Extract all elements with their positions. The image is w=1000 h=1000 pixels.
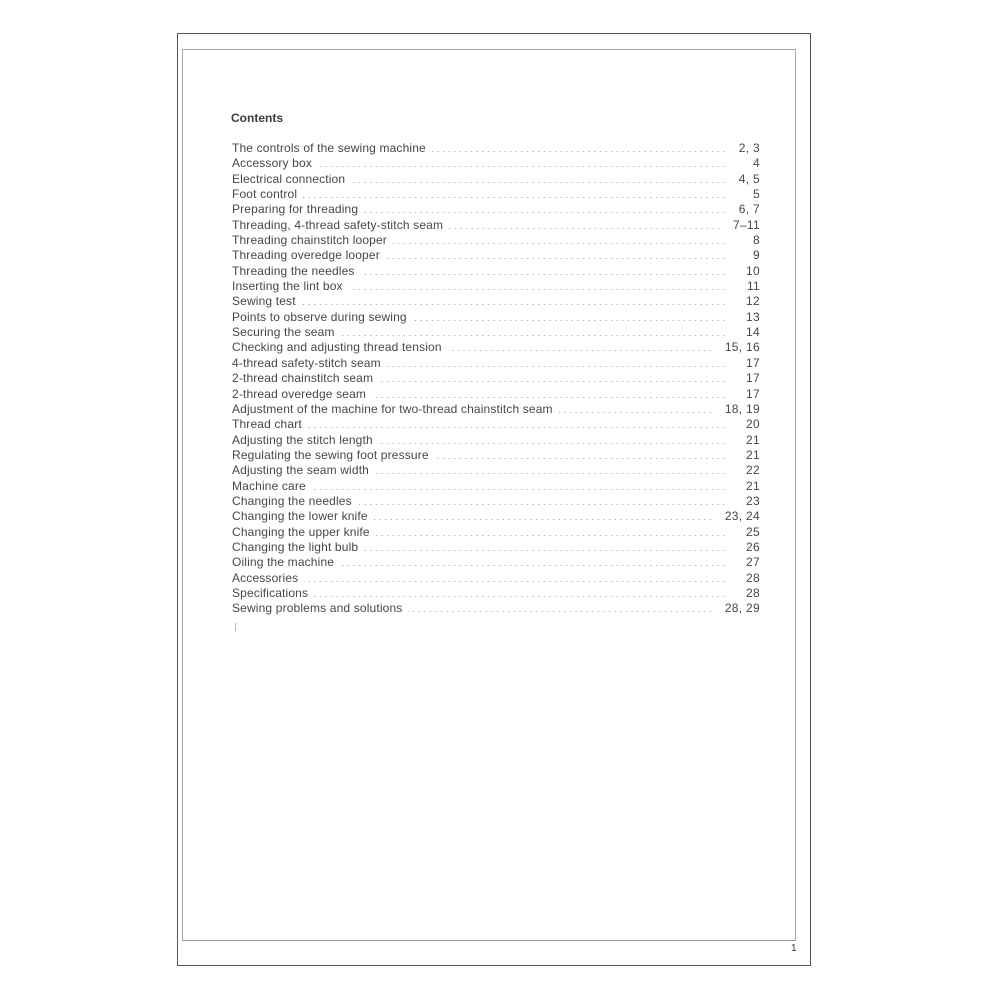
toc-entry	[232, 479, 760, 494]
toc-entry	[232, 187, 760, 202]
dot-leader	[312, 480, 728, 495]
dot-leader	[393, 234, 728, 249]
toc-entry	[232, 371, 760, 386]
dot-leader	[349, 280, 728, 295]
toc-entry	[232, 525, 760, 540]
toc-entry-label: Regulating the sewing foot pressure	[232, 447, 429, 462]
toc-entry-label: Specifications	[232, 585, 309, 600]
toc-entry-label: Changing the needles	[232, 493, 352, 508]
dot-leader	[386, 249, 728, 264]
toc-entry-label: Accessories	[232, 570, 299, 585]
toc-entry-label: Threading the needles	[232, 263, 355, 278]
toc-entry-page: 5	[753, 187, 760, 202]
toc-entry-label: Foot control	[232, 187, 298, 202]
toc-entry	[232, 571, 760, 586]
toc-entry	[232, 156, 760, 171]
toc-entry	[232, 433, 760, 448]
dot-leader	[364, 541, 728, 556]
toc-entry	[232, 248, 760, 263]
table-of-contents	[232, 141, 760, 617]
toc-entry-page: 21	[746, 432, 760, 447]
toc-entry	[232, 463, 760, 478]
dot-leader	[361, 265, 728, 280]
dot-leader	[387, 357, 728, 372]
contents-title: Contents	[231, 111, 283, 125]
toc-entry-page: 17	[746, 371, 760, 386]
toc-entry-label: Preparing for threading	[232, 202, 359, 217]
toc-entry	[232, 601, 760, 616]
toc-entry-label: 2-thread overedge seam	[232, 386, 367, 401]
toc-entry	[232, 141, 760, 156]
toc-entry-label: Thread chart	[232, 417, 302, 432]
dot-leader	[375, 464, 728, 479]
dot-leader	[340, 556, 728, 571]
toc-entry-page: 9	[753, 248, 760, 263]
toc-entry	[232, 387, 760, 402]
toc-entry-label: Inserting the lint box	[232, 279, 343, 294]
toc-entry-label: Points to observe during sewing	[232, 309, 407, 324]
toc-entry-label: 2-thread chainstitch seam	[232, 371, 374, 386]
toc-entry-label: Oiling the machine	[232, 555, 335, 570]
toc-entry-label: Machine care	[232, 478, 306, 493]
toc-entry-page: 13	[746, 309, 760, 324]
toc-entry-page: 26	[746, 539, 760, 554]
dot-leader	[379, 372, 728, 387]
toc-entry-page: 2, 3	[738, 141, 760, 155]
toc-entry	[232, 325, 760, 340]
toc-entry-label: Threading, 4-thread safety-stitch seam	[232, 217, 444, 232]
toc-entry-page: 25	[746, 524, 760, 539]
toc-entry-label: Changing the lower knife	[232, 509, 368, 524]
toc-entry	[232, 356, 760, 371]
dot-leader	[432, 142, 728, 157]
toc-entry	[232, 172, 760, 187]
toc-entry-page: 12	[746, 294, 760, 309]
dot-leader	[303, 188, 728, 203]
toc-entry	[232, 340, 760, 355]
toc-entry	[232, 402, 760, 417]
dot-leader	[302, 295, 728, 310]
manual-page	[177, 33, 811, 966]
dot-leader	[358, 495, 728, 510]
toc-entry-page: 20	[746, 417, 760, 432]
toc-entry-page: 15, 16	[724, 340, 760, 355]
dot-leader	[379, 434, 728, 449]
toc-entry	[232, 264, 760, 279]
toc-entry-page: 22	[746, 463, 760, 478]
toc-entry-label: 4-thread safety-stitch seam	[232, 355, 381, 370]
toc-entry-page: 28	[746, 570, 760, 585]
toc-entry-label: Changing the upper knife	[232, 524, 370, 539]
toc-entry-page: 14	[746, 325, 760, 340]
toc-entry-page: 4, 5	[738, 171, 760, 186]
toc-entry-page: 10	[746, 263, 760, 278]
toc-entry-page: 21	[746, 447, 760, 462]
toc-entry	[232, 218, 760, 233]
dot-leader	[341, 326, 728, 341]
toc-entry-label: Sewing problems and solutions	[232, 601, 403, 616]
toc-entry-label: Checking and adjusting thread tension	[232, 340, 442, 355]
toc-entry	[232, 540, 760, 555]
toc-entry-label: The controls of the sewing machine	[232, 141, 426, 155]
toc-entry-page: 4	[753, 156, 760, 171]
toc-entry	[232, 310, 760, 325]
dot-leader	[318, 157, 728, 172]
page-number: 1	[791, 943, 797, 954]
dot-leader	[372, 388, 728, 403]
toc-entry-label: Threading overedge looper	[232, 248, 380, 263]
toc-entry-label: Threading chainstitch looper	[232, 233, 387, 248]
toc-entry-page: 27	[746, 555, 760, 570]
toc-entry-label: Securing the seam	[232, 325, 335, 340]
toc-entry-page: 23	[746, 493, 760, 508]
toc-entry-page: 28	[746, 585, 760, 600]
toc-entry	[232, 294, 760, 309]
dot-leader	[351, 173, 728, 188]
toc-entry-page: 21	[746, 478, 760, 493]
dot-leader	[448, 341, 715, 356]
toc-entry	[232, 494, 760, 509]
toc-entry	[232, 448, 760, 463]
toc-entry-page: 7–11	[732, 217, 760, 232]
toc-entry-page: 17	[746, 355, 760, 370]
toc-entry-label: Accessory box	[232, 156, 312, 171]
toc-entry-page: 6, 7	[738, 202, 760, 217]
toc-entry	[232, 233, 760, 248]
dot-leader	[376, 526, 728, 541]
dot-leader	[374, 510, 715, 525]
dot-leader	[449, 219, 723, 234]
page-frame	[182, 49, 796, 941]
dot-leader	[304, 572, 728, 587]
dot-leader	[314, 587, 728, 602]
dot-leader	[435, 449, 728, 464]
dot-leader	[308, 418, 728, 433]
toc-entry-page: 8	[753, 233, 760, 248]
toc-entry-page: 11	[746, 279, 760, 294]
toc-entry	[232, 555, 760, 570]
toc-entry-label: Changing the light bulb	[232, 539, 359, 554]
toc-entry-page: 23, 24	[724, 509, 760, 524]
toc-entry	[232, 586, 760, 601]
dot-leader	[559, 403, 715, 418]
toc-entry-label: Electrical connection	[232, 171, 346, 186]
dot-leader	[364, 203, 728, 218]
toc-entry	[232, 202, 760, 217]
toc-entry-label: Adjusting the seam width	[232, 463, 370, 478]
toc-entry-page: 17	[746, 386, 760, 401]
toc-entry	[232, 279, 760, 294]
stray-tick-mark	[235, 623, 236, 631]
toc-entry	[232, 509, 760, 524]
toc-entry-label: Adjustment of the machine for two-thread chainstitch seam	[232, 401, 553, 416]
toc-entry-page: 28, 29	[724, 601, 760, 616]
toc-entry-label: Sewing test	[232, 294, 296, 309]
toc-entry	[232, 417, 760, 432]
toc-entry-page: 18, 19	[724, 401, 760, 416]
dot-leader	[408, 602, 714, 617]
toc-entry-label: Adjusting the stitch length	[232, 432, 373, 447]
dot-leader	[413, 311, 728, 326]
